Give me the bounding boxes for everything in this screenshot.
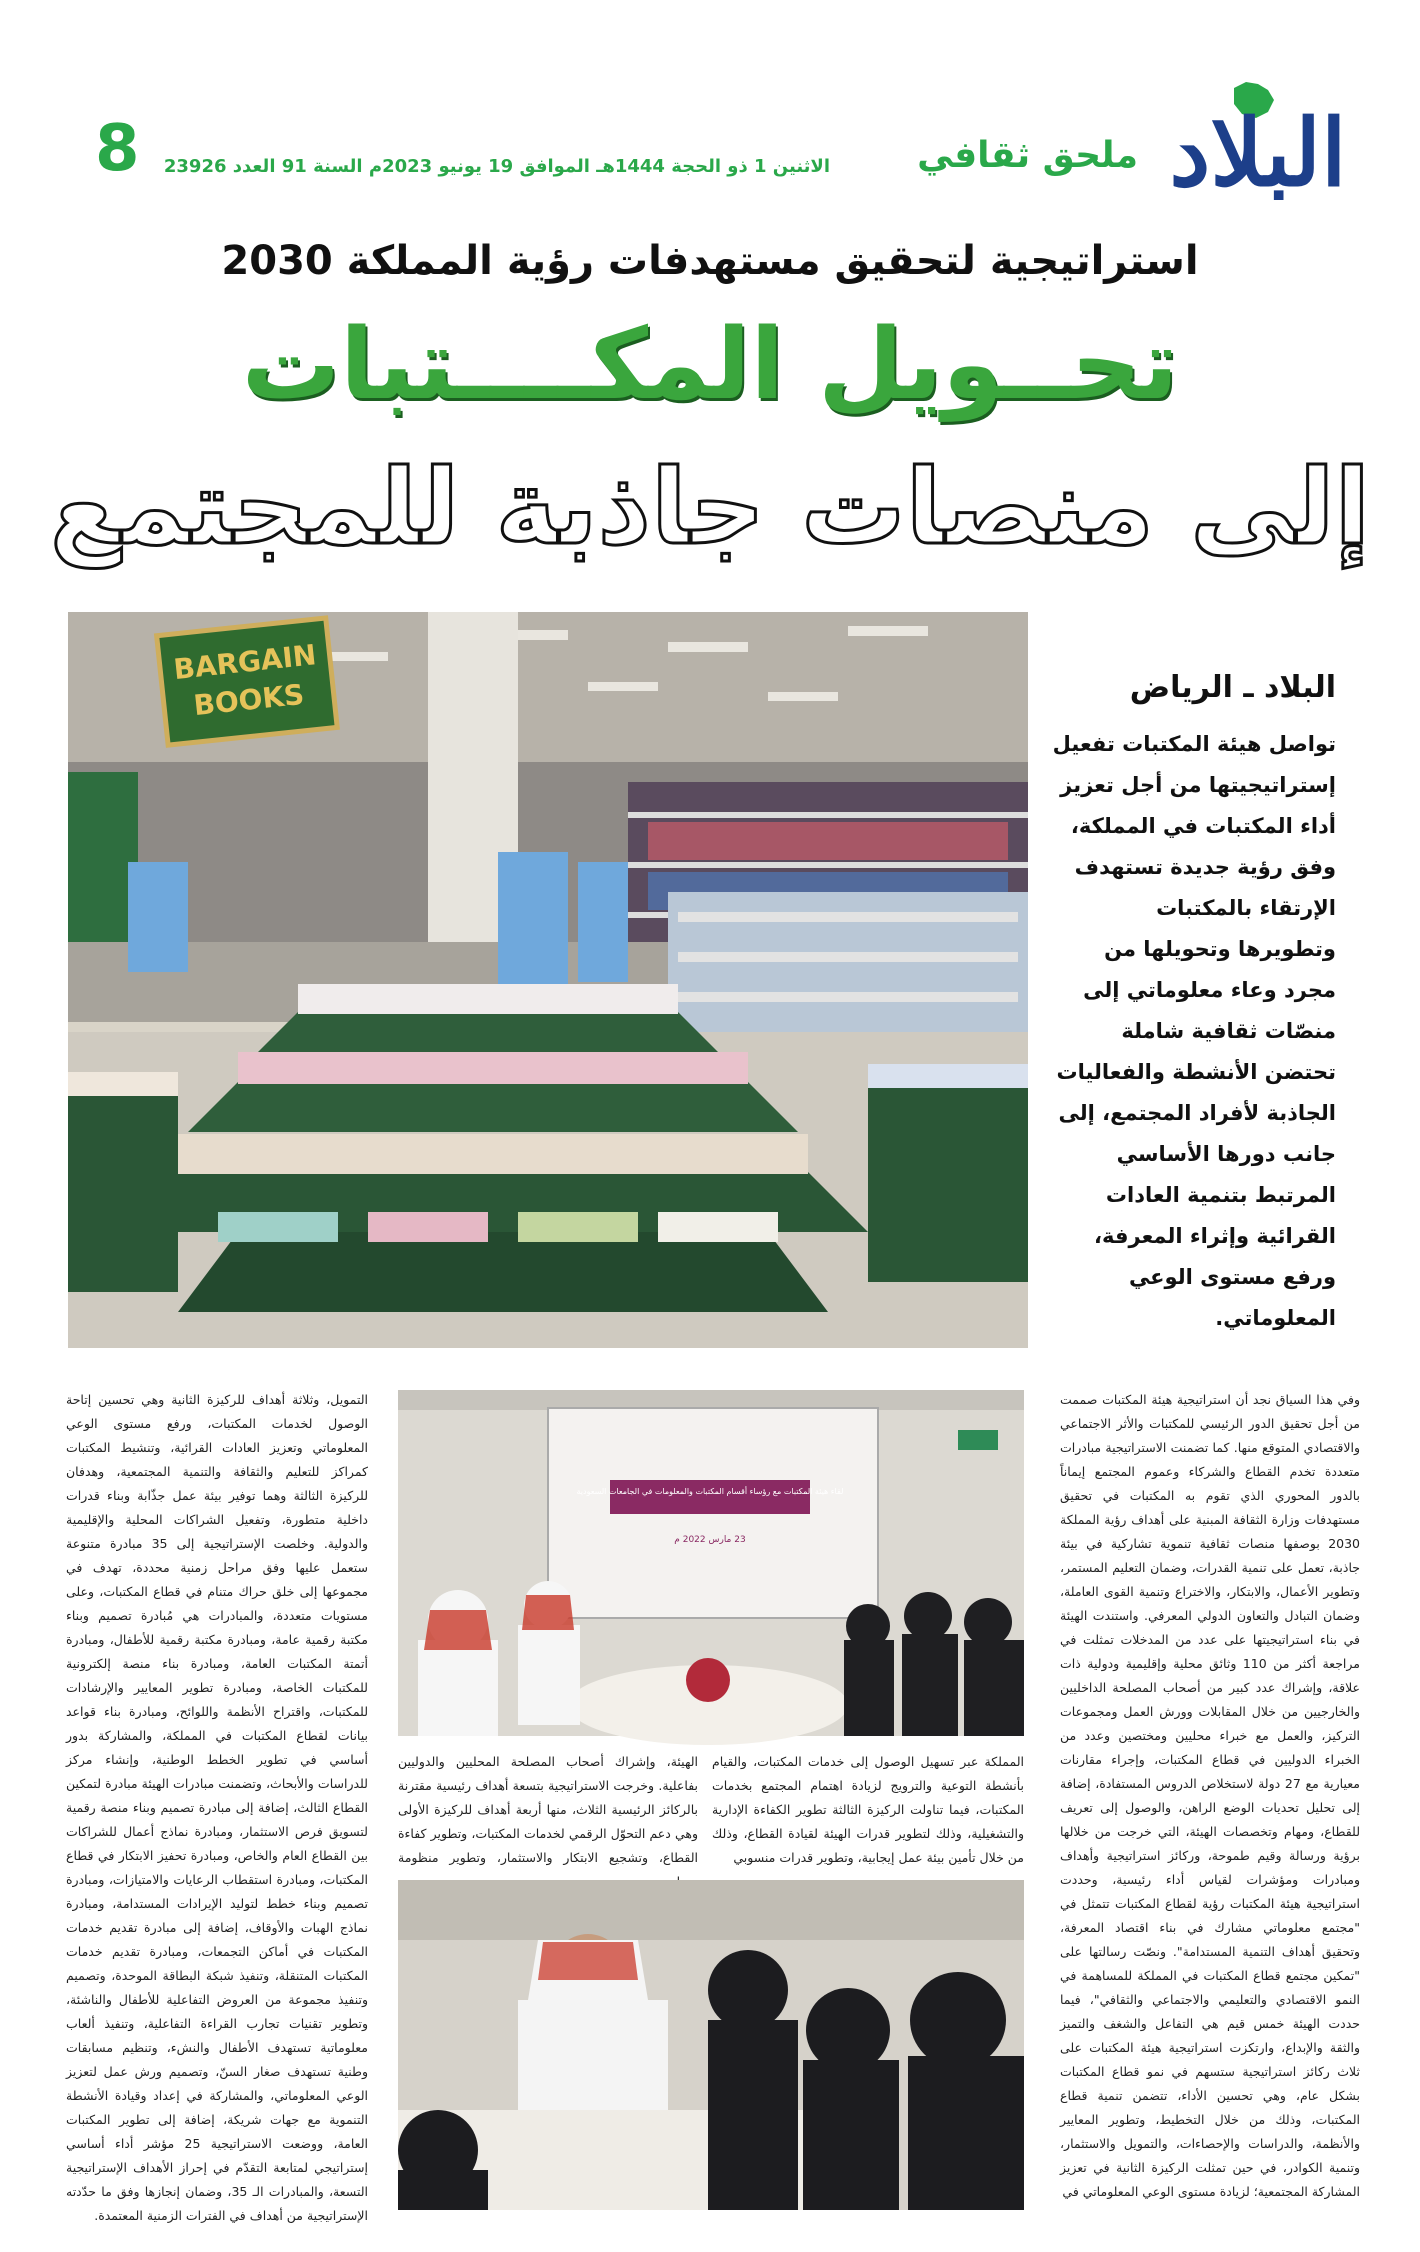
article-column-3 <box>66 1388 368 2223</box>
kicker-headline: استراتيجية لتحقيق مستهدفات رؤية المملكة 2030 <box>221 238 1199 284</box>
main-headline: تحــويل المكــــتبات <box>241 308 1179 422</box>
meeting-illustration-1 <box>398 1390 1024 1736</box>
bookstore-photo <box>68 612 1028 1348</box>
column-3-text: التمويل، وثلاثة أهداف للركيزة الثانية وهي تحسين إتاحة الوصول لخدمات المكتبات، ورفع مستوى الوعي المعلوماتي وتعزيز العادات القرائية، وتنشيط المكتبات كمراكز للتعليم والثقافة والتنمية المجتمعية، وهدفان للركيزة الثالثة وهما توفير بيئة عمل جذّابة وبناء قدرات داخلية متطورة، وتفعيل الشراكات المحلية والإقليمية والدولية. وخلصت الإستراتيجية إلى 35 مبادرة متنوعة ستعمل عليها وفق مراحل زمنية محددة، تهدف في مجموعها إلى خلق حراك متنام في قطاع المكتبات، وعلى مستويات متعددة، والمبادرات هي مُبادرة تصميم وبناء مكتبة رقمية عامة، ومبادرة مكتبة رقمية للأطفال، ومبادرة أتمتة المكتبات العامة، ومبادرة بناء منصة إلكترونية للمكتبات الخاصة، ومبادرة تطوير المعايير والإرشادات للمكتبات، واقتراح الأنظمة واللوائح، ومبادرة بناء قواعد بيانات لقطاع المكتبات في المملكة، والمشاركة بدور أساسي في تطوير الخطط الوطنية، وإنشاء مركز للدراسات والأبحاث، وتضمنت مبادرات الهيئة مبادرة لتمكين القطاع الثالث، إضافة إلى مبادرة تصميم وبناء منصة رقمية لتسويق فرص الاستثمار، ومبادرة نماذج أعمال للشراكات بين القطاع العام والخاص، ومبادرة تحفيز الابتكار في قطاع المكتبات، ومبادرة استقطاب الرعايات والامتيازات، ومبادرة تصميم وبناء خطط لتوليد الإيرادات المستدامة، ومبادرة نماذج الهبات والأوقاف، إضافة إلى مبادرة تقديم خدمات المكتبات في أماكن التجمعات، ومبادرة تقديم خدمات المكتبات المتنقلة، وتنفيذ شبكة البطاقة الموحدة، وتصميم وتنفيذ مجموعة من العروض التفاعلية للأطفال والناشئة، وتطوير تقنيات تجارب القراءة التفاعلية، وتنفيذ ألعاب معلوماتية تستهدف الأطفال والنشء، وتنظيم مسابقات وطنية تستهدف صغار السنّ، وتصميم ورش عمل لتعزيز الوعي المعلوماتي، والمشاركة في إعداد وقيادة الأنشطة التنموية مع جهات شريكة، إضافة إلى تطوير المكتبات العامة، ووضعت الاستراتيجية 25 مؤشر أداء أساسي إستراتيجي لمتابعة التقدّم في إحراز الأهداف الإستراتيجية التسعة، والمبادرات الـ 35، وضمان إنجازها وفق ما حدّدته الإستراتيجية من أهداف في الفترات الزمنية المعتمدة. <box>66 1392 368 2223</box>
meeting-photo-2 <box>398 1880 1024 2210</box>
newspaper-logo[interactable] <box>1158 78 1358 228</box>
sign-text-1: BARGAIN <box>172 638 318 687</box>
lead-paragraph: تواصل هيئة المكتبات تفعيل إستراتيجيتها من أجل تعزيز أداء المكتبات في المملكة، وفق رؤية جديدة تستهدف الإرتقاء بالمكتبات وتطويرها وتحويلها من مجرد وعاء معلوماتي إلى منصّات ثقافية شاملة تحتضن الأنشطة والفعاليات الجاذبة لأفراد المجتمع، إلى جانب دورها الأساسي المرتبط بتنمية العادات القرائية وإثراء المعرفة، ورفع مستوى الوعي المعلوماتي. <box>1052 732 1336 1330</box>
article-column-2a <box>712 1750 1024 1870</box>
lead-byline: البلاد ـ الرياض <box>1129 670 1336 705</box>
screen-title: لقاء هيئة المكتبات مع رؤساء أقسام المكتبات والمعلومات في الجامعات السعودية <box>576 1487 844 1496</box>
supplement-label: ملحق ثقافي <box>917 135 1138 176</box>
article-column-2b <box>398 1750 698 1870</box>
meeting-illustration-2 <box>398 1880 1024 2210</box>
sub-headline: إلى منصات جاذبة للمجتمع <box>49 446 1371 568</box>
dateline: الاثنين 1 ذو الحجة 1444هـ الموافق 19 يونيو 2023م السنة 91 العدد 23926 <box>163 156 830 177</box>
article-column-1 <box>1060 1388 1360 2218</box>
column-2b-text: الهيئة، وإشراك أصحاب المصلحة المحليين والدوليين بفاعلية. وخرجت الاستراتيجية بتسعة أهداف رئيسية مقترنة بالركائز الرئيسية الثلاث، منها أربعة أهداف للركيزة الأولى وهي دعم التحوّل الرقمي لخدمات المكتبات، وتطوير كفاءة القطاع، وتشجيع الابتكار والاستثمار، وتطوير منظومة <box>398 1754 698 1865</box>
lead-box <box>1028 612 1358 1348</box>
column-1-text: وفي هذا السياق نجد أن استراتيجية هيئة المكتبات صممت من أجل تحقيق الدور الرئيسي للمكتبات والأثر الاجتماعي والاقتصادي المتوقع منها. كما تضمنت الاستراتيجية مبادرات متعددة تخدم القطاع والشركاء وعموم المجتمع إيماناً بالدور المحوري الذي تقوم به المكتبات في تحقيق مستهدفات وزارة الثقافة المبنية على أهداف رؤية المملكة 2030 بوصفها منصات ثقافية تنموية تشاركية في بيئة جاذبة، تعمل على تنمية القدرات، وضمان التعليم المستمر، وتطوير الأعمال، والابتكار، والاختراع وتنمية القوى العاملة، وضمان التبادل والتعاون الدولي المعرفي. واستندت الهيئة في بناء استراتيجيتها على عدد من المدخلات تمثلت في مراجعة أكثر من 110 وثائق محلية وإقليمية ودولية ذات علاقة، وإشراك عدد كبير من أصحاب المصلحة الداخليين والخارجيين من خلال المقابلات وورش العمل ومجموعات التركيز، والعمل مع خبراء محليين ومختصين وعدد من الخبراء الدوليين في قطاع المكتبات، وإجراء مقارنات معيارية مع 27 دولة لاستخلاص الدروس المستفادة، إضافة إلى تحليل تحديات الوضع الراهن، والوصول إلى تعريف للقطاع، ومهام وتخصصات الهيئة، التي خرجت من خلالها برؤية ورسالة وقيم طموحة، وركائز استراتيجية وأهداف ومبادرات ومؤشرات لقياس أداء رئيسية، وحددت استراتيجية هيئة المكتبات رؤية لقطاع المكتبات تتمثل في "مجتمع معلوماتي مشارك في بناء اقتصاد المعرفة، وتحقيق أهداف التنمية المستدامة". ونصّت رسالتها على "تمكين مجتمع قطاع المكتبات في المملكة للمساهمة في النمو الاقتصادي والتعليمي والاجتماعي والثقافي"، فيما حددت الهيئة خمس قيم هي التفاعل والشغف والتميز والثقة والإبداع، وارتكزت استراتيجية هيئة المكتبات على ثلاث ركائز استراتيجية ستسهم في نمو قطاع المكتبات بشكل عام، وهي تحسين الأداء، تتضمن تنمية قطاع المكتبات، وذلك من خلال التخطيط، وتطوير المعايير والأنظمة، والدراسات والإحصاءات، والتمويل والاستثمار، وتنمية الكوادر، في حين تمثلت الركيزة الثانية في تعزيز المشاركة المجتمعية؛ لزيادة مستوى الوعي المعلوماتي في <box>1060 1392 1361 2199</box>
sign-text-2: BOOKS <box>192 677 306 723</box>
logo-text: البلاد <box>1169 99 1347 207</box>
column-2a-text: المملكة عبر تسهيل الوصول إلى خدمات المكتبات، والقيام بأنشطة التوعية والترويج لزيادة اهتمام المجتمع بخدمات المكتبات، فيما تناولت الركيزة الثالثة تطوير الكفاءة الإدارية والتشغيلية، وذلك لتطوير قدرات الهيئة لقيادة القطاع، وذلك من خلال تأمين بيئة عمل إيجابية، وتطوير قدرات منسوبي <box>712 1754 1024 1865</box>
bookstore-illustration <box>68 612 1028 1348</box>
meeting-photo-1 <box>398 1390 1024 1736</box>
page-number: 8 <box>95 112 140 186</box>
screen-date: 23 مارس 2022 م <box>674 1535 746 1545</box>
